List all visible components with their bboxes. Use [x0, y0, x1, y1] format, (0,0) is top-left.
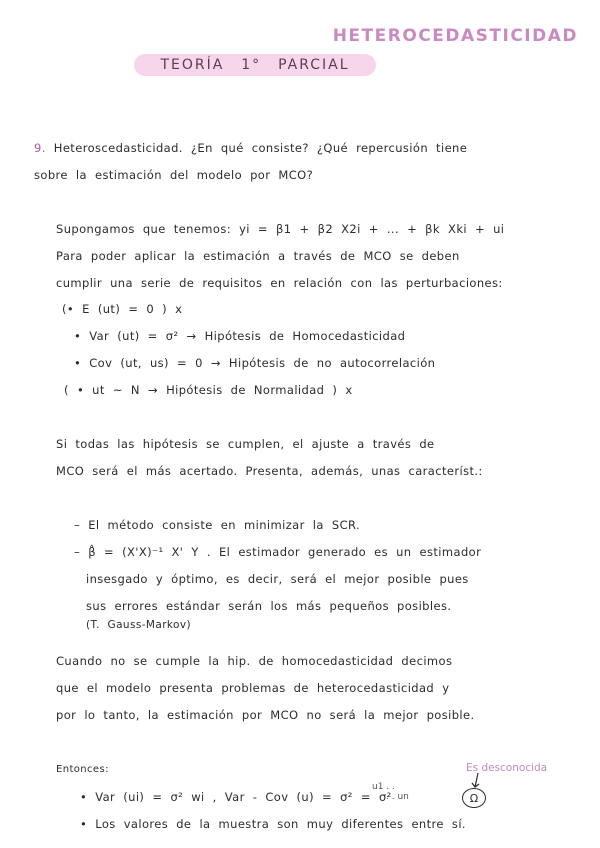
subtitle-part: PARCIAL: [278, 57, 350, 73]
text-line: por lo tanto, la estimación por MCO no será la mejor posible.: [56, 708, 475, 722]
feature-item: – β̂ = (X'X)⁻¹ X' Y . El estimador generado es un estimador: [74, 545, 482, 559]
annotation-note: Es desconocida: [466, 762, 548, 774]
arrow-icon: [470, 772, 484, 790]
text-line: Supongamos que tenemos: yi = β1 + β2 X2i + ... + βk Xki + ui: [56, 222, 505, 236]
question-number: 9.: [34, 141, 46, 155]
feature-item: sus errores estándar serán los más pequeños posibles.: [86, 599, 452, 613]
feature-item: – El método consiste en minimizar la SCR.: [74, 518, 361, 532]
text-line: Si todas las hipótesis se cumplen, el ajuste a través de: [56, 437, 435, 451]
page-title: HETEROCEDASTICIDAD: [332, 26, 578, 46]
requirement-item: ( • ut ~ N → Hipótesis de Normalidad ) x: [64, 383, 353, 397]
text-line: cumplir una serie de requisitos en relación con las perturbaciones:: [56, 276, 503, 290]
consequence-item: • Los valores de la muestra son muy diferentes entre sí.: [80, 817, 466, 831]
consequence-item: • Var (ui) = σ² wi , Var - Cov (u) = σ² = σ²: [80, 790, 392, 804]
text-line: MCO será el más acertado. Presenta, además, unas característ.:: [56, 464, 483, 478]
question-line: [34, 141, 467, 155]
text-line: Cuando no se cumple la hip. de homocedasticidad decimos: [56, 654, 453, 668]
subtitle-banner: [134, 54, 376, 76]
requirement-item: • Cov (ut, us) = 0 → Hipótesis de no autocorrelación: [74, 356, 436, 370]
text-line: que el modelo presenta problemas de heterocedasticidad y: [56, 681, 450, 695]
question-text: Heteroscedasticidad. ¿En qué consiste? ¿Qué repercusión tiene: [53, 141, 468, 155]
omega-symbol: Ω: [462, 788, 486, 808]
matrix-row: u1 . .: [372, 782, 395, 792]
text-line: Entonces:: [56, 764, 109, 775]
covariance-matrix: [372, 782, 409, 802]
requirement-item: • Var (ut) = σ² → Hipótesis de Homocedasticidad: [74, 329, 406, 343]
matrix-row: . . un: [386, 792, 409, 802]
text-line: Para poder aplicar la estimación a través de MCO se deben: [56, 249, 460, 263]
feature-item: (T. Gauss-Markov): [86, 619, 191, 631]
feature-item: insesgado y óptimo, es decir, será el mejor posible pues: [86, 572, 469, 586]
subtitle-part: TEORÍA: [160, 57, 225, 73]
question-line: sobre la estimación del modelo por MCO?: [34, 168, 314, 182]
subtitle-part: 1°: [241, 57, 262, 73]
requirement-item: (• E (ut) = 0 ) x: [62, 302, 183, 316]
